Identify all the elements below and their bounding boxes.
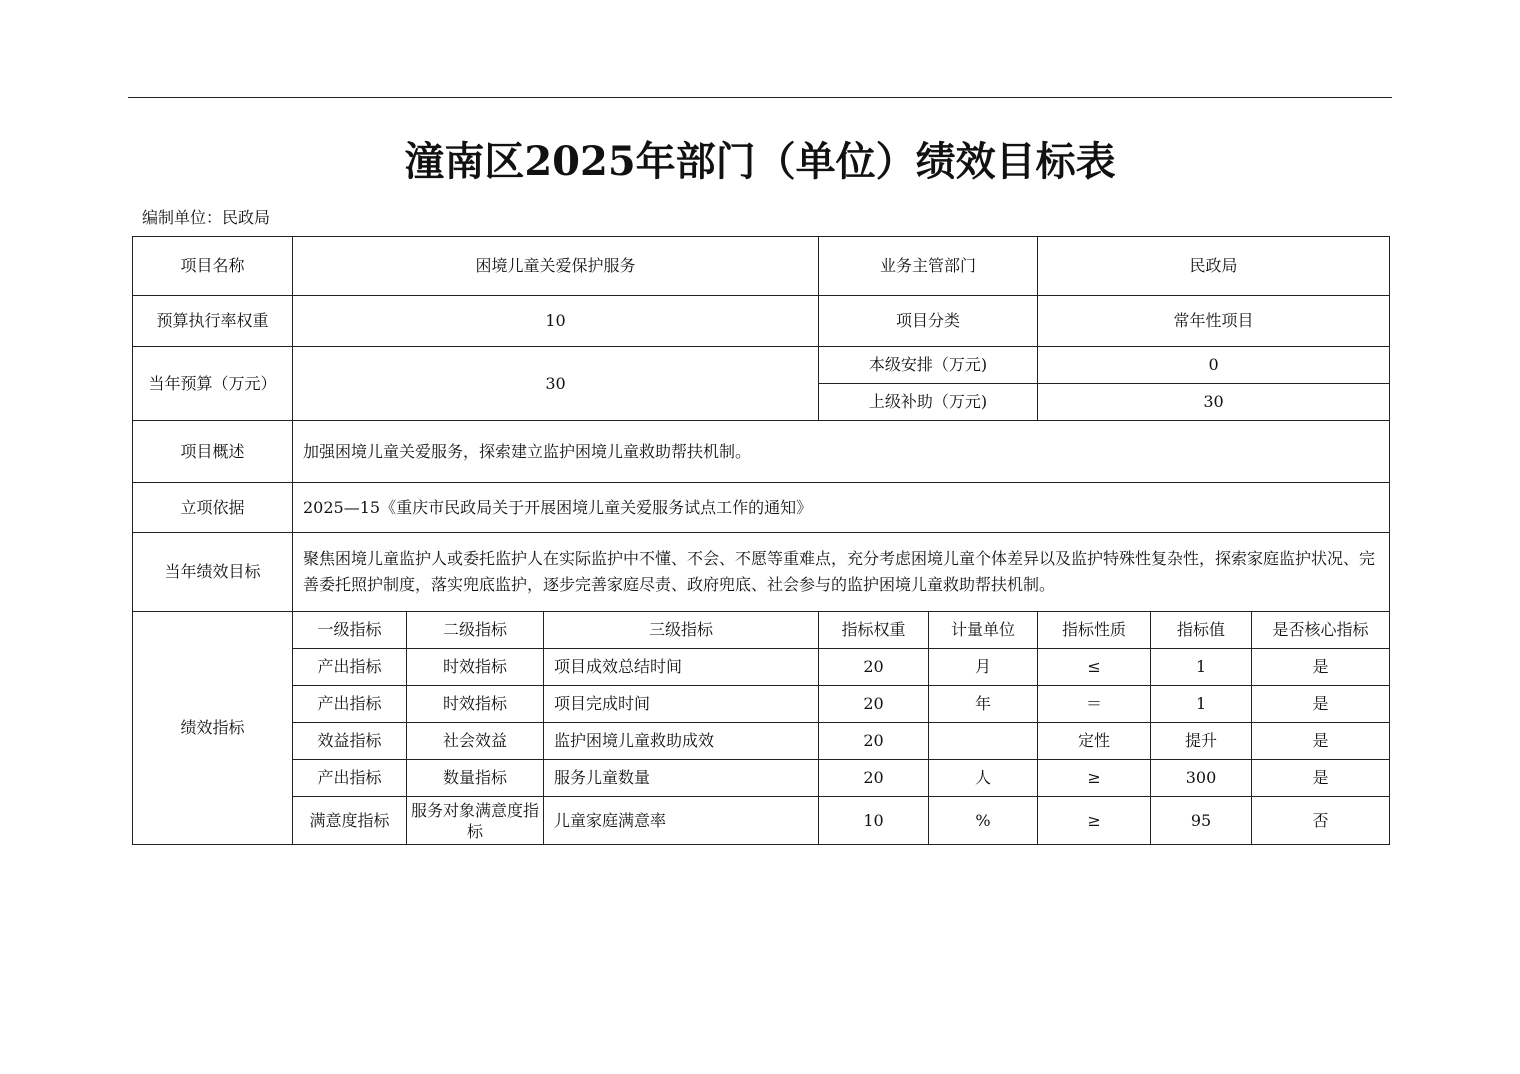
header-unit: 计量单位	[929, 612, 1038, 649]
department-value: 民政局	[1038, 237, 1390, 296]
header-level-2: 二级指标	[407, 612, 544, 649]
page-title: 潼南区2025年部门（单位）绩效目标表	[404, 138, 1116, 185]
table-row	[133, 723, 1390, 760]
weight-cell: 20	[819, 760, 929, 797]
local-arrangement-value: 0	[1038, 347, 1390, 384]
project-category-value: 常年性项目	[1038, 296, 1390, 347]
annual-budget-value: 30	[293, 347, 819, 421]
value-cell: 300	[1151, 760, 1252, 797]
level-2-cell: 服务对象满意度指标	[407, 797, 544, 845]
table-row	[133, 649, 1390, 686]
level-1-cell: 产出指标	[293, 686, 407, 723]
value-cell: 1	[1151, 686, 1252, 723]
unit-cell: %	[929, 797, 1038, 845]
level-1-cell: 产出指标	[293, 649, 407, 686]
header-weight: 指标权重	[819, 612, 929, 649]
row-budget-local	[133, 347, 1390, 384]
unit-cell: 人	[929, 760, 1038, 797]
project-name-value: 困境儿童关爱保护服务	[293, 237, 819, 296]
indicator-header-row	[133, 612, 1390, 649]
table-row	[133, 760, 1390, 797]
project-basis-label: 立项依据	[133, 483, 293, 533]
header-level-3: 三级指标	[544, 612, 819, 649]
project-category-label: 项目分类	[819, 296, 1038, 347]
core-cell: 是	[1252, 686, 1390, 723]
value-cell: 提升	[1151, 723, 1252, 760]
project-name-label: 项目名称	[133, 237, 293, 296]
core-cell: 是	[1252, 649, 1390, 686]
unit-cell: 月	[929, 649, 1038, 686]
upper-subsidy-value: 30	[1038, 384, 1390, 421]
unit-cell	[929, 723, 1038, 760]
level-2-cell: 社会效益	[407, 723, 544, 760]
budget-weight-label: 预算执行率权重	[133, 296, 293, 347]
core-cell: 是	[1252, 760, 1390, 797]
top-rule	[128, 97, 1392, 98]
nature-cell: ≥	[1038, 760, 1151, 797]
budget-weight-value: 10	[293, 296, 819, 347]
level-2-cell: 时效指标	[407, 686, 544, 723]
level-3-cell: 儿童家庭满意率	[544, 797, 819, 845]
compiling-unit: 编制单位：民政局	[142, 208, 271, 227]
weight-cell: 10	[819, 797, 929, 845]
value-cell: 95	[1151, 797, 1252, 845]
nature-cell: ≤	[1038, 649, 1151, 686]
project-summary-label: 项目概述	[133, 421, 293, 483]
nature-cell: ≥	[1038, 797, 1151, 845]
nature-cell: 定性	[1038, 723, 1151, 760]
header-nature: 指标性质	[1038, 612, 1151, 649]
level-3-cell: 监护困境儿童救助成效	[544, 723, 819, 760]
table-row	[133, 686, 1390, 723]
row-summary	[133, 421, 1390, 483]
local-arrangement-label: 本级安排（万元)	[819, 347, 1038, 384]
annual-budget-label: 当年预算（万元）	[133, 347, 293, 421]
core-cell: 否	[1252, 797, 1390, 845]
level-1-cell: 满意度指标	[293, 797, 407, 845]
row-annual-goal	[133, 533, 1390, 612]
performance-target-table	[132, 236, 1390, 845]
project-summary-value: 加强困境儿童关爱服务，探索建立监护困境儿童救助帮扶机制。	[293, 421, 1390, 483]
header-level-1: 一级指标	[293, 612, 407, 649]
table-row	[133, 797, 1390, 845]
indicators-section-label: 绩效指标	[133, 612, 293, 845]
row-project-name	[133, 237, 1390, 296]
weight-cell: 20	[819, 686, 929, 723]
level-1-cell: 产出指标	[293, 760, 407, 797]
header-core: 是否核心指标	[1252, 612, 1390, 649]
header-value: 指标值	[1151, 612, 1252, 649]
row-basis	[133, 483, 1390, 533]
row-budget-weight	[133, 296, 1390, 347]
annual-goal-value: 聚焦困境儿童监护人或委托监护人在实际监护中不懂、不会、不愿等重难点，充分考虑困境儿童个体差异以及监护特殊性复杂性，探索家庭监护状况、完善委托照护制度，落实兜底监护，逐步完善家庭尽责、政府兜底、社会参与的监护困境儿童救助帮扶机制。	[293, 533, 1390, 612]
department-label: 业务主管部门	[819, 237, 1038, 296]
upper-subsidy-label: 上级补助（万元)	[819, 384, 1038, 421]
weight-cell: 20	[819, 649, 929, 686]
level-1-cell: 效益指标	[293, 723, 407, 760]
annual-goal-label: 当年绩效目标	[133, 533, 293, 612]
level-2-cell: 数量指标	[407, 760, 544, 797]
value-cell: 1	[1151, 649, 1252, 686]
weight-cell: 20	[819, 723, 929, 760]
level-3-cell: 项目完成时间	[544, 686, 819, 723]
level-3-cell: 项目成效总结时间	[544, 649, 819, 686]
level-3-cell: 服务儿童数量	[544, 760, 819, 797]
project-basis-value: 2025—15《重庆市民政局关于开展困境儿童关爱服务试点工作的通知》	[293, 483, 1390, 533]
core-cell: 是	[1252, 723, 1390, 760]
unit-cell: 年	[929, 686, 1038, 723]
nature-cell: ＝	[1038, 686, 1151, 723]
level-2-cell: 时效指标	[407, 649, 544, 686]
